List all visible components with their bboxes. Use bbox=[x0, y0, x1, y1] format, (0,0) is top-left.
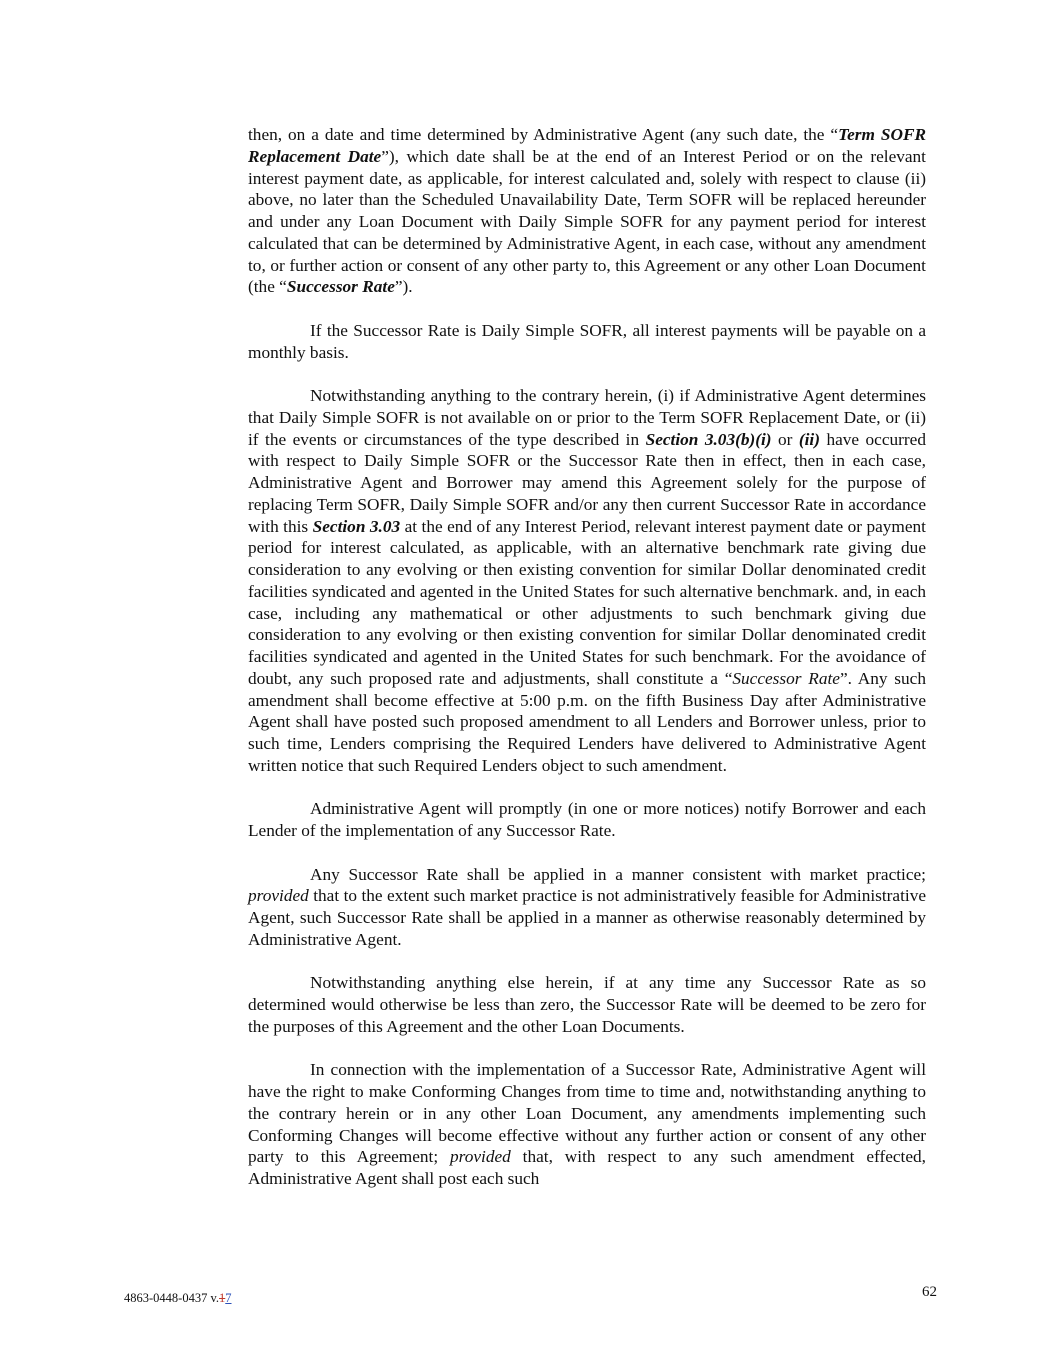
paragraph-6: Notwithstanding anything else herein, if at any time any Successor Rate as so determined would otherwise be less than zero, the Successor Rate will be deemed to be zero for the purposes of this Agreement and the other Loan Documents. bbox=[248, 973, 926, 1036]
version-inserted: 7 bbox=[225, 1291, 232, 1305]
section-reference: (ii) bbox=[798, 429, 820, 449]
defined-term: Successor Rate bbox=[732, 668, 840, 688]
section-reference: Section 3.03 bbox=[312, 516, 401, 536]
document-id-footer: 4863-0448-0437 v.17 bbox=[124, 1291, 232, 1305]
paragraph-5: Any Successor Rate shall be applied in a manner consistent with market practice; provided that to the extent such market practice is not administratively feasible for Administrative Agent, such Successor Rate shall be applied in a manner as otherwise reasonably determined by Administrative Agent. bbox=[248, 864, 926, 949]
paragraph-1: then, on a date and time determined by Administrative Agent (any such date, the “Term SOFR Replacement Date”), which date shall be at the end of an Interest Period or on the relevant interest payment date, as applicable, for interest calculated and, solely with respect to clause (ii) above, no later than the Scheduled Unavailability Date, Term SOFR will be replaced hereunder and under any Loan Document with Daily Simple SOFR for any payment period for interest calculated that can be determined by Administrative Agent, in each case, without any amendment to, or further action or consent of any other party to, this Agreement or any other Loan Document (the “Successor Rate”). bbox=[248, 125, 926, 297]
paragraph-2: If the Successor Rate is Daily Simple SOFR, all interest payments will be payable on a monthly basis. bbox=[248, 320, 926, 362]
defined-term: Term SOFR Replacement Date bbox=[248, 125, 926, 166]
document-body bbox=[248, 124, 926, 1212]
proviso-term: provided bbox=[248, 886, 309, 906]
page-number: 62 bbox=[922, 1284, 937, 1300]
section-reference: Section 3.03(b)(i) bbox=[645, 429, 772, 449]
paragraph-7: In connection with the implementation of a Successor Rate, Administrative Agent will have the right to make Conforming Changes from time to time and, notwithstanding anything to the contrary herein or in any other Loan Document, any amendments implementing such Conforming Changes will become effective without any further action or consent of any other party to this Agreement; provided that, with respect to any such amendment effected, Administrative Agent shall post each such bbox=[248, 1060, 926, 1188]
paragraph-4: Administrative Agent will promptly (in one or more notices) notify Borrower and each Lender of the implementation of any Successor Rate. bbox=[248, 799, 926, 840]
proviso-term: provided bbox=[450, 1147, 511, 1167]
defined-term: Successor Rate bbox=[286, 277, 395, 297]
paragraph-3: Notwithstanding anything to the contrary herein, (i) if Administrative Agent determines that Daily Simple SOFR is not available on or prior to the Term SOFR Replacement Date, or (ii) if the events or circumstances of the type described in Section 3.03(b)(i) or (ii) have occurred with respect to Daily Simple SOFR or the Successor Rate then in effect, then in each case, Administrative Agent and Borrower may amend this Agreement solely for the purpose of replacing Term SOFR, Daily Simple SOFR and/or any then current Successor Rate in accordance with this Section 3.03 at the end of any Interest Period, relevant interest payment date or payment period for interest calculated, as applicable, with an alternative benchmark rate giving due consideration to any evolving or then existing convention for similar Dollar denominated credit facilities syndicated and agented in the United States for such alternative benchmark. and, in each case, including any mathematical or other adjustments to such benchmark giving due consideration to any evolving or then existing convention for similar Dollar denominated credit facilities syndicated and agented in the United States for such benchmark. For the avoidance of doubt, any such proposed rate and adjustments, shall constitute a “Successor Rate”. Any such amendment shall become effective at 5:00 p.m. on the fifth Business Day after Administrative Agent shall have posted such proposed amendment to all Lenders and Borrower unless, prior to such time, Lenders comprising the Required Lenders have delivered to Administrative Agent written notice that such Required Lenders object to such amendment. bbox=[248, 386, 926, 775]
version-deleted: 1 bbox=[219, 1291, 226, 1305]
